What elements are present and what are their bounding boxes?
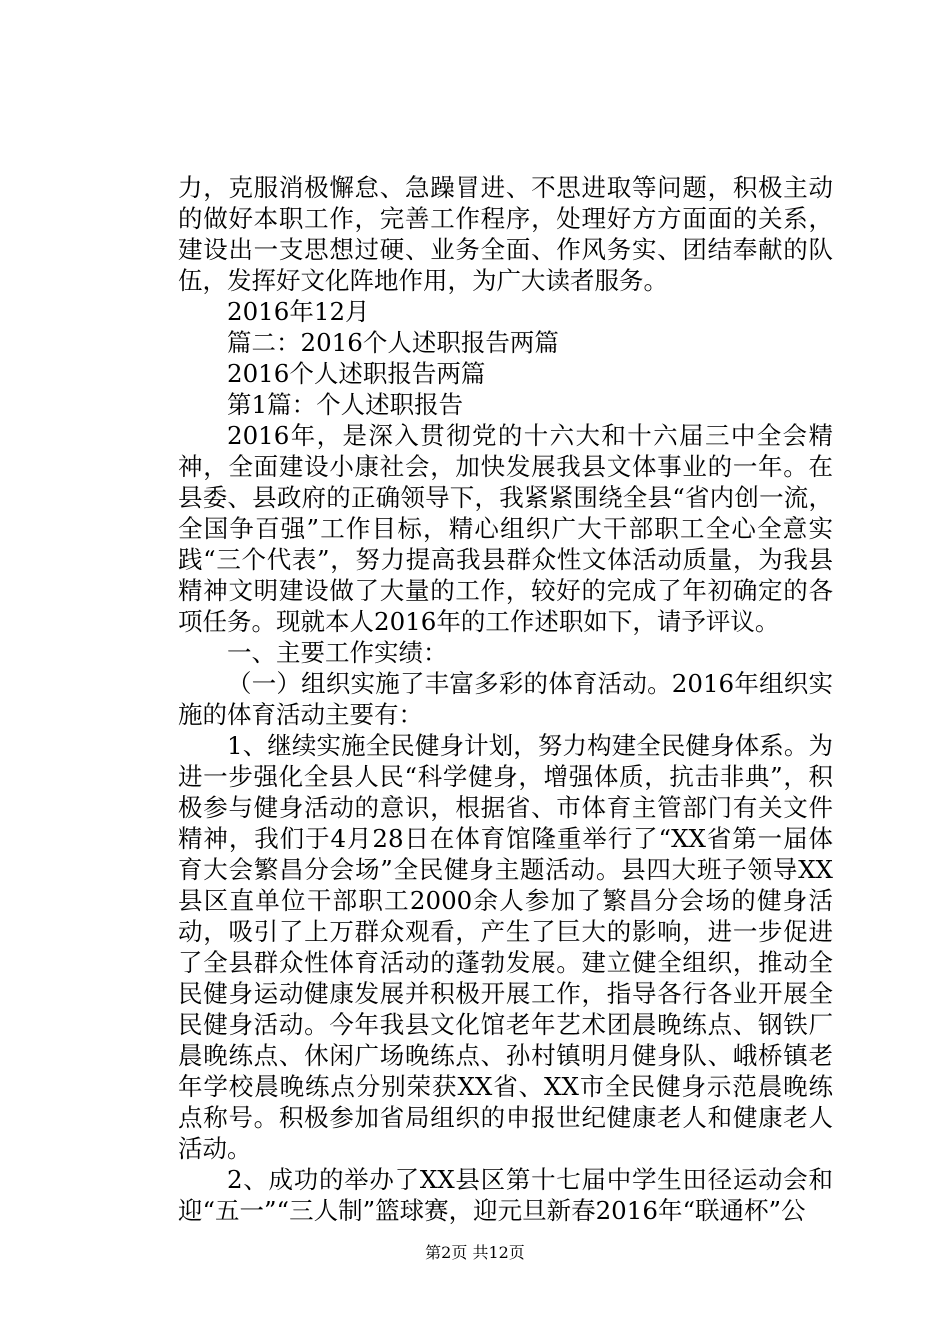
paragraph-part-heading: 篇二：2016个人述职报告两篇	[227, 328, 559, 357]
paragraph-intro: 2016年，是深入贯彻党的十六大和十六届三中全会精神，全面建设小康社会，加快发展我县文体事业的一年。在县委、县政府的正确领导下，我紧紧围绕全县“省内创一流，全国争百强”工作目标，精心组织广大干部职工全心全意实践“三个代表”，努力提高我县群众性文体活动质量，为我县精神文明建设做了大量的工作，较好的完成了年初确定的各项任务。现就本人2016年的工作述职如下，请予评议。	[178, 421, 833, 636]
paragraph-sports-activities: （一）组织实施了丰富多彩的体育活动。2016年组织实施的体育活动主要有：	[178, 669, 833, 729]
document-body	[178, 172, 833, 1226]
paragraph-fitness-plan: 1、继续实施全民健身计划，努力构建全民健身体系。为进一步强化全县人民“科学健身，增强体质，抗击非典”，积极参与健身活动的意识，根据省、市体育主管部门有关文件精神，我们于4月28日在体育馆隆重举行了“XX省第一届体育大会繁昌分会场”全民健身主题活动。县四大班子领导XX县区直单位干部职工2000余人参加了繁昌分会场的健身活动，吸引了上万群众观看，产生了巨大的影响，进一步促进了全县群众性体育活动的蓬勃发展。建立健全组织，推动全民健身运动健康发展并积极开展工作，指导各行各业开展全民健身活动。今年我县文化馆老年艺术团晨晚练点、钢铁厂晨晚练点、休闲广场晚练点、孙村镇明月健身队、峨桥镇老年学校晨晚练点分别荣获XX省、XX市全民健身示范晨晚练点称号。积极参加省局组织的申报世纪健康老人和健康老人活动。	[178, 731, 833, 1163]
paragraph-date: 2016年12月	[227, 297, 370, 326]
paragraph-title: 2016个人述职报告两篇	[227, 359, 486, 388]
paragraph-main-achievements-heading: 一、主要工作实绩：	[227, 638, 448, 667]
paragraph-section-heading: 第1篇：个人述职报告	[227, 390, 464, 419]
paragraph-athletics-meet: 2、成功的举办了XX县区第十七届中学生田径运动会和迎“五一”“三人制”篮球赛，迎元旦新春2016年“联通杯”公	[178, 1165, 833, 1225]
paragraph-continuation: 力，克服消极懈怠、急躁冒进、不思进取等问题，积极主动的做好本职工作，完善工作程序，处理好方方面面的关系，建设出一支思想过硬、业务全面、作风务实、团结奉献的队伍，发挥好文化阵地作用，为广大读者服务。	[178, 173, 833, 295]
page-footer: 第2页 共12页	[425, 1243, 525, 1262]
